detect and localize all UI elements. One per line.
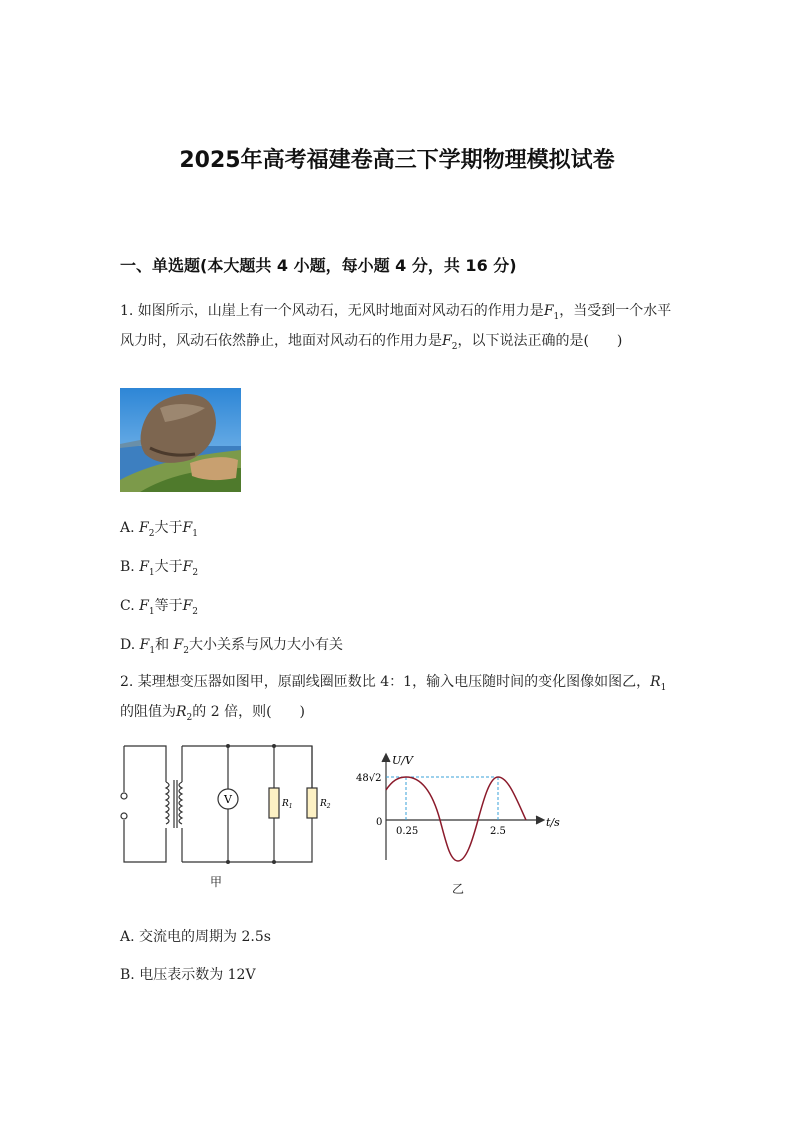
transformer-circuit-diagram [116, 742, 336, 867]
tick-2.5: 2.5 [490, 826, 506, 837]
section-heading: 一、单选题(本大题共 4 小题，每小题 4 分，共 16 分) [120, 256, 517, 275]
q2-option-b[interactable]: B. 电压表示数为 12V [120, 967, 256, 983]
x-axis-label: t/s [546, 816, 560, 829]
figure-jia-caption: 甲 [210, 875, 223, 889]
wind-rock-photo [120, 388, 241, 492]
q1-option-a[interactable]: A. $F_2$大于$F_1$ [120, 520, 198, 539]
voltmeter-label: V [224, 793, 232, 806]
voltage-curve [386, 777, 526, 861]
page-title: 2025年高考福建卷高三下学期物理模拟试卷 [179, 148, 615, 173]
q2-option-a[interactable]: A. 交流电的周期为 2.5s [120, 929, 271, 945]
voltage-time-graph [350, 748, 570, 868]
peak-label: 48√2 [356, 773, 382, 784]
question-1-text: 1. 如图所示，山崖上有一个风动石，无风时地面对风动石的作用力是$F_1$，当受到一个水平风力时，风动石依然静止，地面对风动石的作用力是$F_2$，以下说法正确的是( ) [120, 303, 672, 352]
origin-label: 0 [376, 817, 383, 828]
figure-yi-caption: 乙 [452, 882, 465, 896]
q1-option-d[interactable]: D. $F_1$和 $F_2$大小关系与风力大小有关 [120, 637, 343, 656]
y-axis-label: U/V [392, 754, 413, 767]
r1-circuit-label: $R_1$ [282, 799, 293, 810]
q1-option-c[interactable]: C. $F_1$等于$F_2$ [120, 598, 199, 617]
tick-0.25: 0.25 [396, 826, 419, 837]
r2-circuit-label: $R_2$ [320, 799, 331, 810]
q1-option-b[interactable]: B. $F_1$大于$F_2$ [120, 559, 199, 578]
question-2-text: 2. 某理想变压器如图甲，原副线圈匝数比 4：1，输入电压随时间的变化图像如图乙，$R_1$的阻值为$R_2$的 2 倍，则( ) [120, 674, 667, 723]
